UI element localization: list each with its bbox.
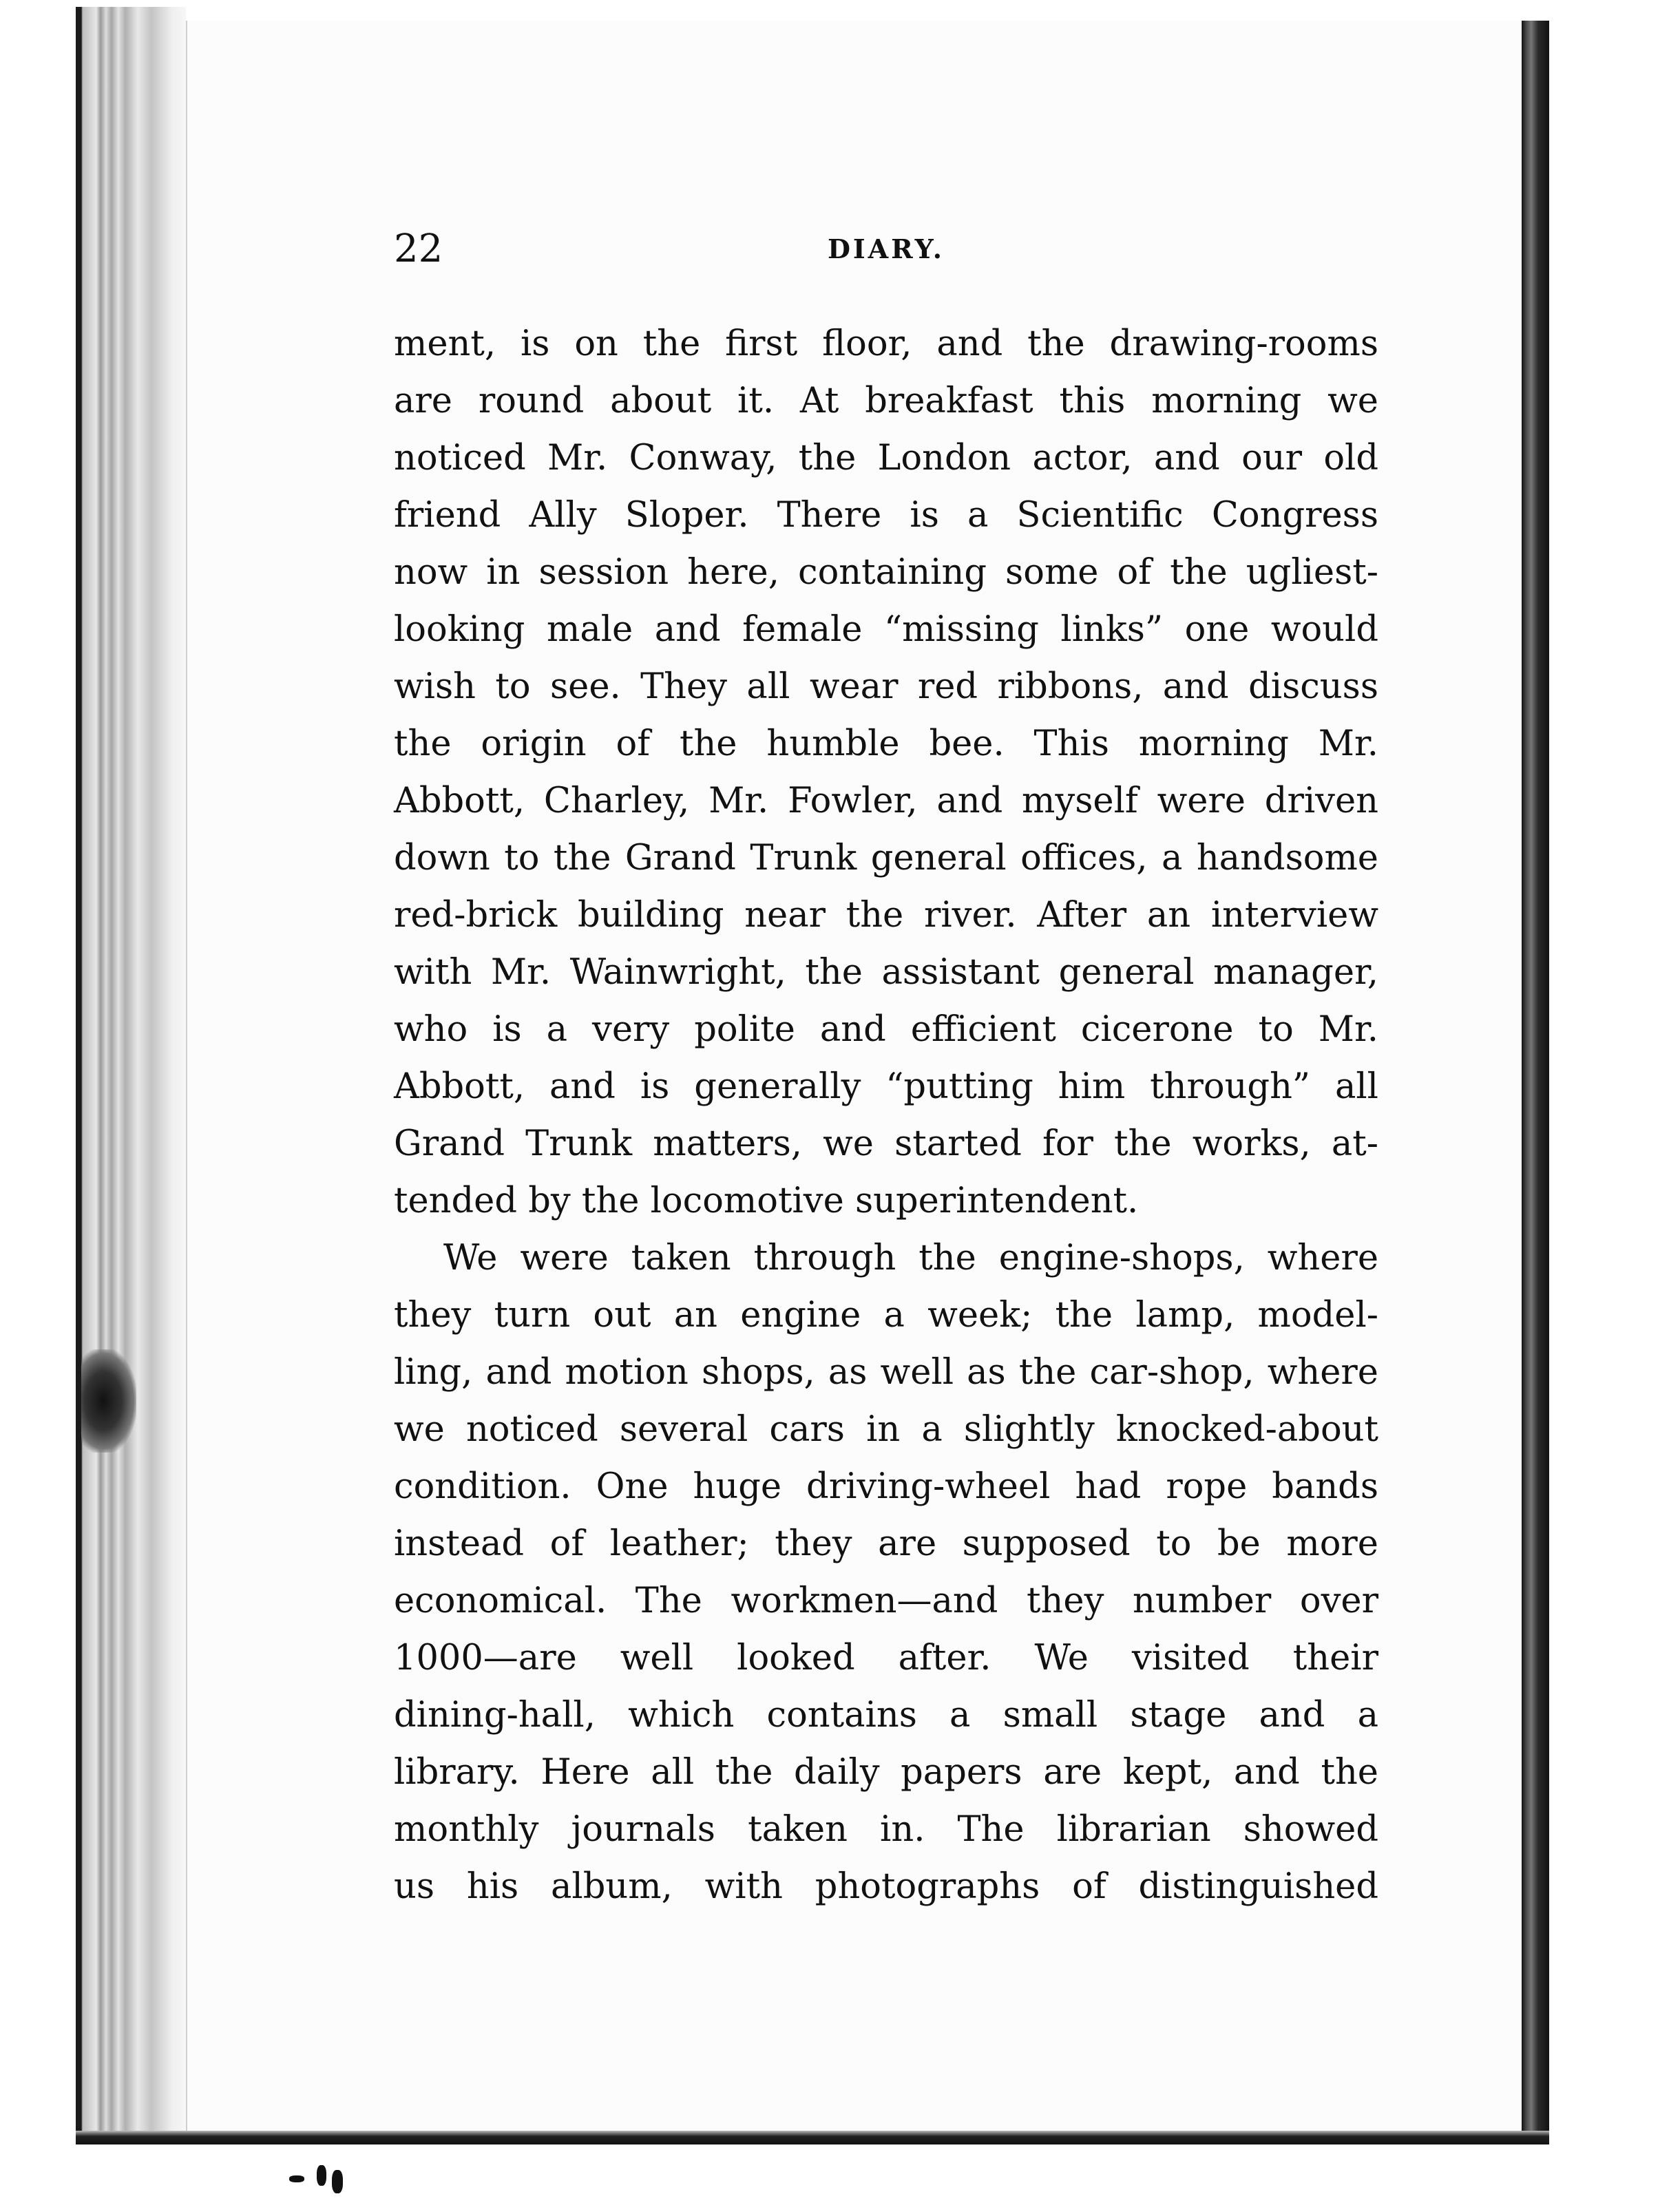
- text-line: friend Ally Sloper. There is a Scientific Congress: [394, 495, 1378, 536]
- page-stack-edge-left: [76, 7, 186, 2141]
- text-line: the origin of the humble bee. This morning Mr.: [394, 724, 1378, 764]
- text-line: economical. The workmen—and they number over: [394, 1581, 1378, 1621]
- text-line: down to the Grand Trunk general offices, a handsome: [394, 838, 1378, 878]
- text-line: wish to see. They all wear red ribbons, and discuss: [394, 666, 1378, 707]
- speck: [289, 2175, 304, 2182]
- body-text: [394, 315, 1378, 1915]
- text-line: ment, is on the first floor, and the drawing-rooms: [394, 324, 1378, 364]
- paragraph-1: [394, 315, 1378, 1230]
- text-line: condition. One huge driving-wheel had rope bands: [394, 1466, 1378, 1507]
- text-line: instead of leather; they are supposed to be more: [394, 1524, 1378, 1564]
- text-line: who is a very polite and efficient cicerone to Mr.: [394, 1009, 1378, 1050]
- text-line: tended by the locomotive superintendent.: [394, 1181, 1139, 1221]
- page-gutter-edge-right: [1522, 21, 1549, 2141]
- text-line: We were taken through the engine-shops, where: [443, 1238, 1378, 1278]
- text-line: with Mr. Wainwright, the assistant general manager,: [394, 952, 1378, 993]
- text-line: us his album, with photographs of distinguished: [394, 1866, 1378, 1907]
- text-line: dining-hall, which contains a small stage and a: [394, 1695, 1378, 1736]
- speck: [317, 2165, 326, 2186]
- text-line: library. Here all the daily papers are kept, and the: [394, 1752, 1378, 1793]
- scan-specks: [289, 2162, 351, 2196]
- text-line: they turn out an engine a week; the lamp, model-: [394, 1295, 1378, 1336]
- text-line: we noticed several cars in a slightly knocked-about: [394, 1409, 1378, 1450]
- binding-shadow-mark: [81, 1349, 136, 1453]
- text-line: 1000—are well looked after. We visited their: [394, 1638, 1378, 1678]
- text-line: now in session here, containing some of the ugliest-: [394, 552, 1378, 593]
- text-line: ling, and motion shops, as well as the car-shop, where: [394, 1352, 1378, 1393]
- text-line: looking male and female “missing links” one would: [394, 609, 1378, 650]
- running-head: [394, 222, 1378, 277]
- text-line: are round about it. At breakfast this morning we: [394, 381, 1378, 421]
- running-title: DIARY.: [827, 233, 945, 264]
- page-number: 22: [394, 226, 443, 271]
- text-line: Grand Trunk matters, we started for the works, at-: [394, 1124, 1378, 1164]
- text-line: Abbott, Charley, Mr. Fowler, and myself were driven: [394, 781, 1378, 821]
- text-line: monthly journals taken in. The librarian showed: [394, 1809, 1378, 1850]
- speck: [332, 2170, 343, 2193]
- paragraph-2: [394, 1230, 1378, 1915]
- text-line: Abbott, and is generally “putting him through” all: [394, 1066, 1378, 1107]
- text-line: red-brick building near the river. After an interview: [394, 895, 1378, 936]
- text-line: noticed Mr. Conway, the London actor, and our old: [394, 438, 1378, 478]
- page-edge-bottom: [76, 2131, 1549, 2144]
